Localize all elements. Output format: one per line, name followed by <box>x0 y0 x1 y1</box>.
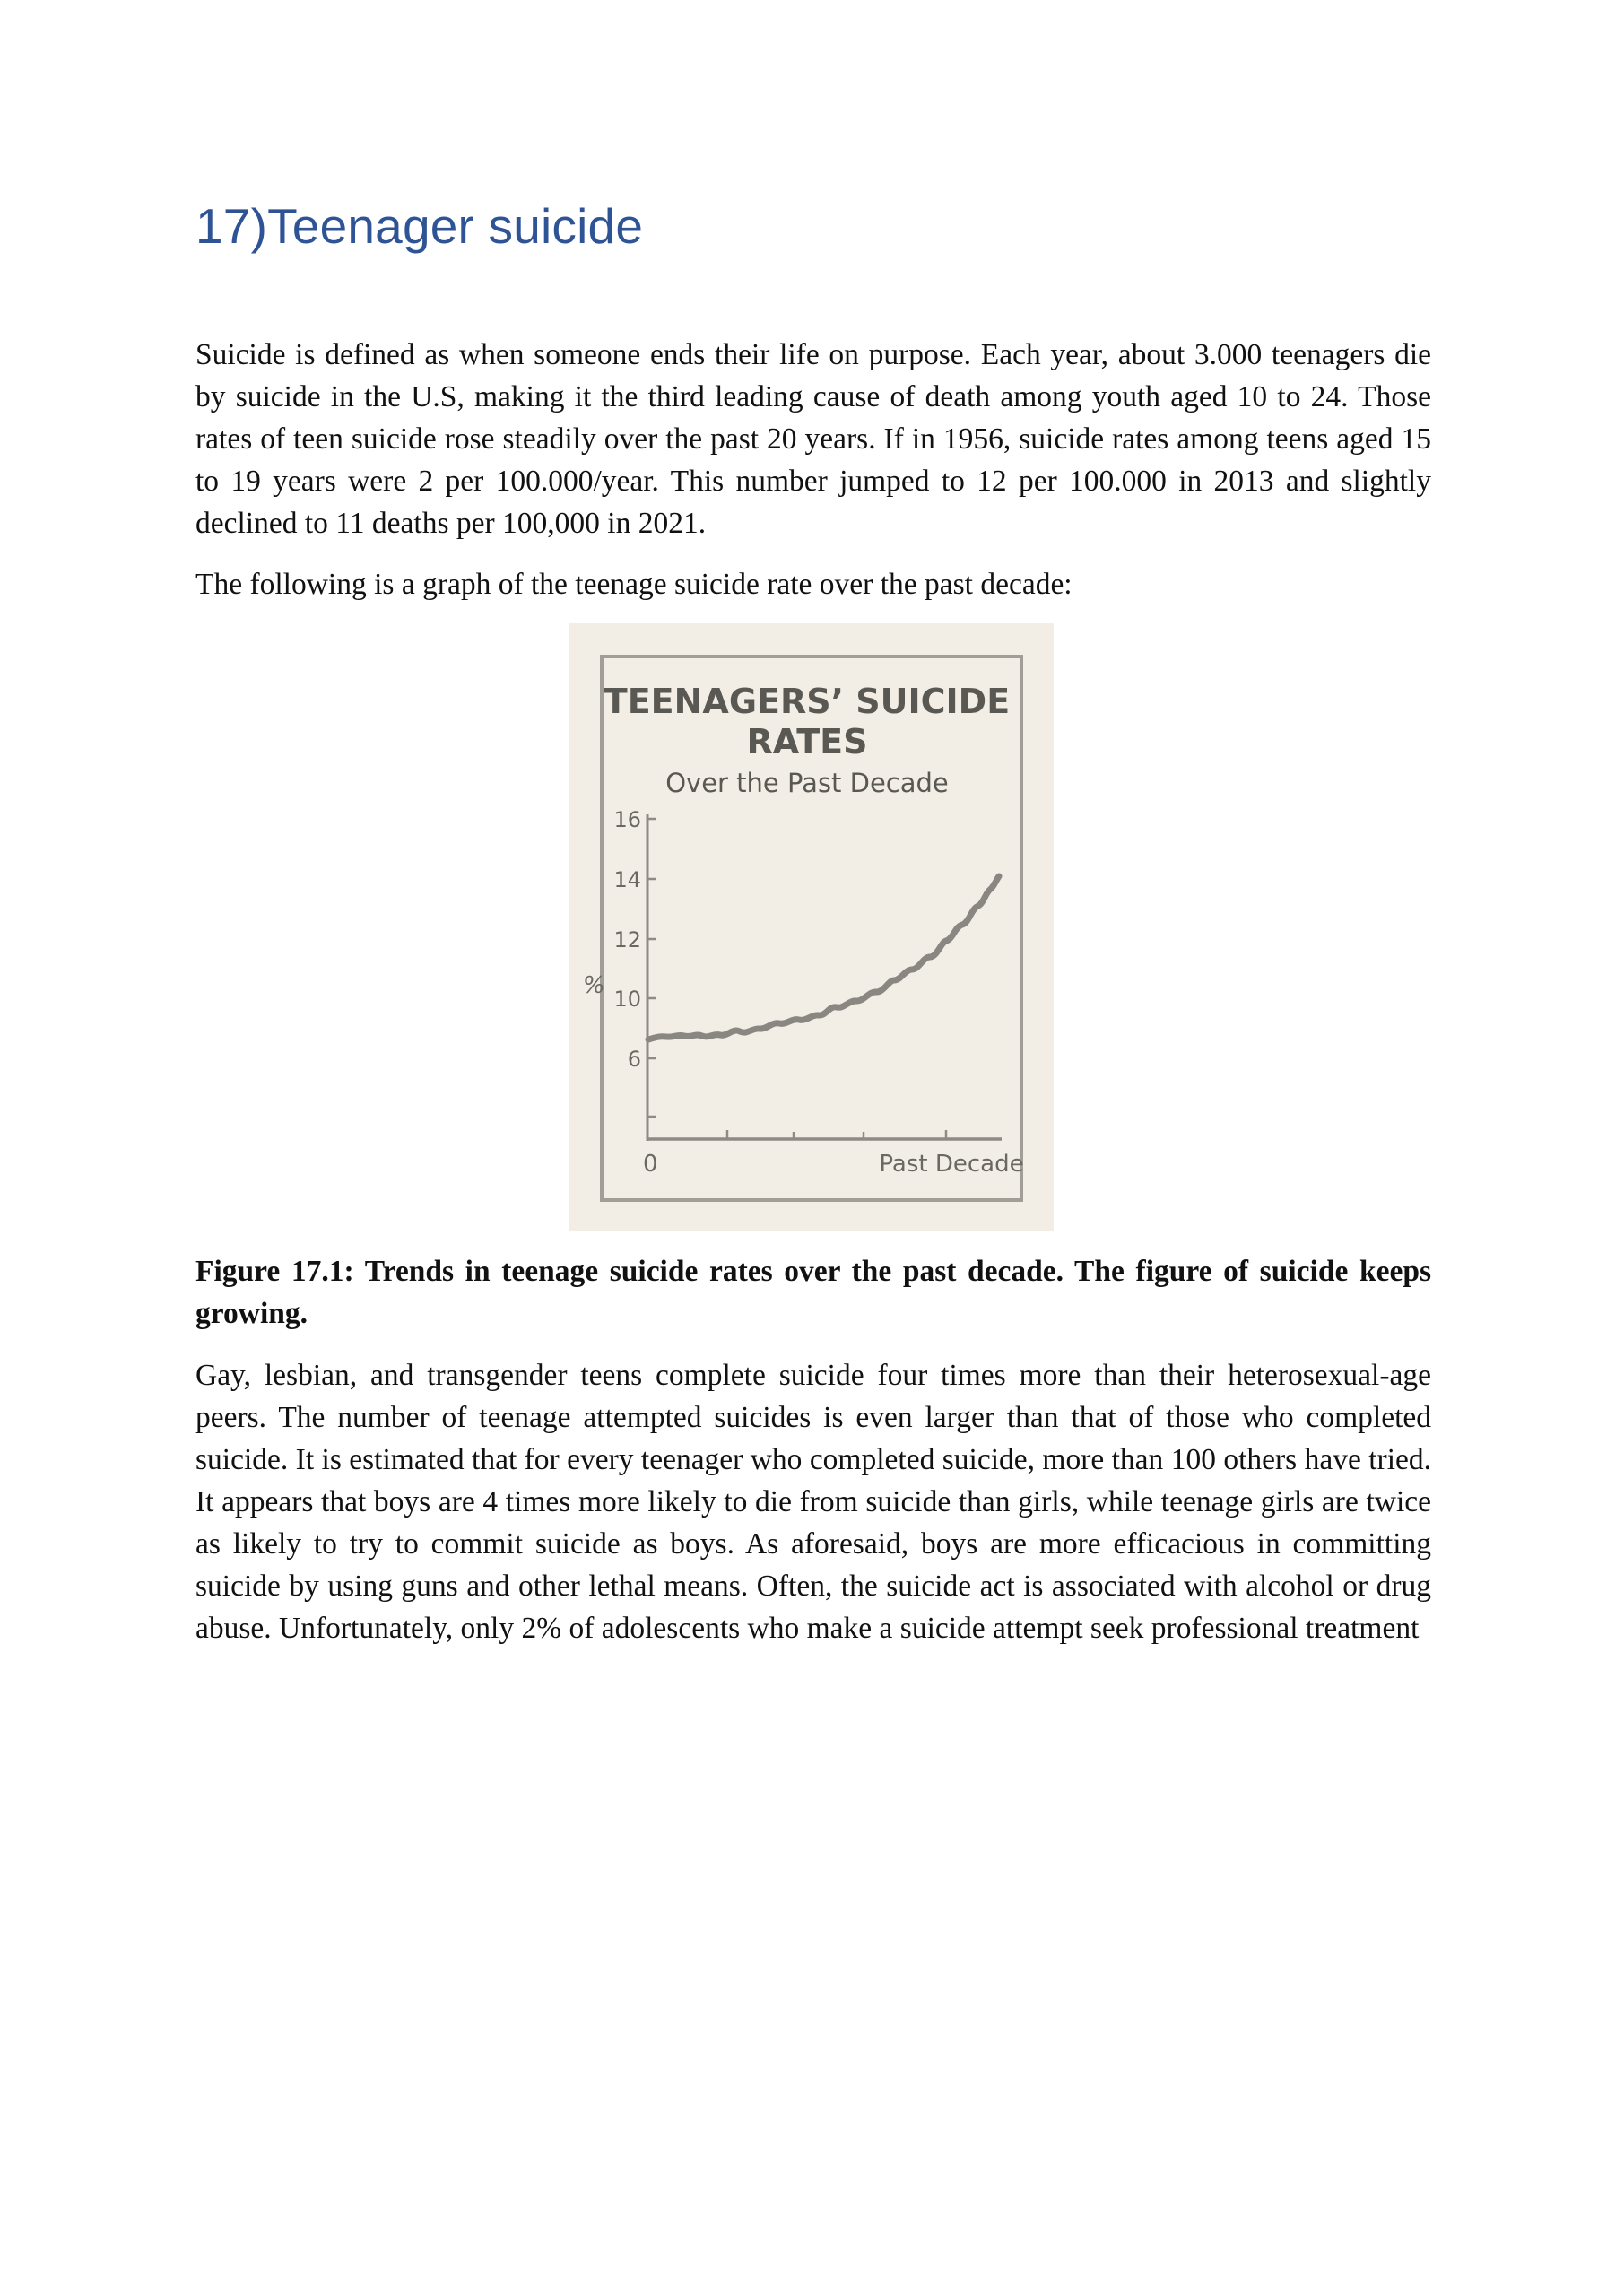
y-axis-label: % <box>583 972 605 999</box>
y-tick-label: 14 <box>613 867 641 892</box>
figure-caption: Figure 17.1: Trends in teenage suicide rates over the past decade. The figure of suicide keeps growing. <box>195 1255 1431 1330</box>
suicide-rates-figure <box>569 623 1054 1231</box>
paragraph-intro-statistics: Suicide is defined as when someone ends their life on purpose. Each year, about 3.000 teenagers die by suicide in the U.S, making it the third leading cause of death among youth aged 10 to 24. Those rates of teen suicide rose steadily over the past 20 years. If in 1956, suicide rates among teens aged 15 to 19 years were 2 per 100.000/year. This number jumped to 12 per 100.000 in 2013 and slightly declined to 11 deaths per 100,000 in 2021. <box>195 338 1431 540</box>
chart-title-line-1: TEENAGERS’ SUICIDE <box>604 682 1011 721</box>
chart-title-line-2: RATES <box>746 722 868 761</box>
line-chart <box>569 623 1054 1231</box>
figure-intro-sentence: The following is a graph of the teenage suicide rate over the past decade: <box>195 568 1073 601</box>
y-tick-label: 12 <box>613 927 641 952</box>
section-heading: 17)Teenager suicide <box>195 198 644 254</box>
y-tick-label: 16 <box>613 807 641 832</box>
rate-trend-line <box>648 876 999 1039</box>
x-origin-label: 0 <box>643 1151 658 1178</box>
x-axis-label: Past Decade <box>879 1151 1024 1178</box>
y-tick-label: 10 <box>613 987 641 1012</box>
paragraph-risk-factors: Gay, lesbian, and transgender teens complete suicide four times more than their heterosexual-age peers. The number of teenage attempted suicides is even larger than that of those who completed suicide. It is estimated that for every teenager who completed suicide, more than 100 others have tried. It appears that boys are 4 times more likely to die from suicide than girls, while teenage girls are twice as likely to try to commit suicide as boys. As aforesaid, boys are more efficacious in committing suicide by using guns and other lethal means. Often, the suicide act is associated with alcohol or drug abuse. Unfortunately, only 2% of adolescents who make a suicide attempt seek professional treatment <box>195 1359 1431 1645</box>
y-tick-label: 6 <box>627 1047 641 1072</box>
chart-subtitle: Over the Past Decade <box>665 768 949 798</box>
